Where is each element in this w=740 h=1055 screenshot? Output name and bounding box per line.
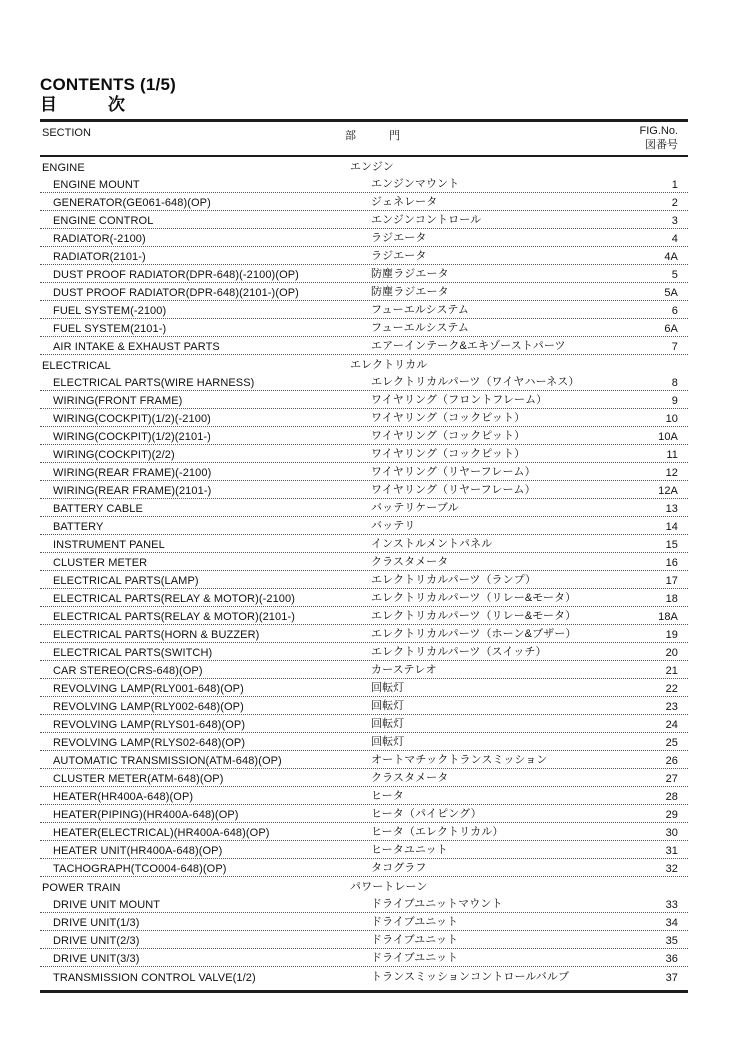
row-fig-number: 33: [665, 899, 678, 912]
row-section-title-en: WIRING(COCKPIT)(2/2): [53, 449, 175, 462]
toc-row: [40, 679, 688, 697]
row-fig-number: 10: [665, 413, 678, 426]
row-section-title-ja: エンジンコントロール: [371, 214, 482, 227]
row-fig-number: 34: [665, 917, 678, 930]
toc-row: [40, 373, 688, 391]
row-section-title-en: REVOLVING LAMP(RLYS02-648)(OP): [53, 737, 246, 750]
row-section-title-en: WIRING(COCKPIT)(1/2)(-2100): [53, 413, 211, 426]
row-fig-number: 6: [671, 305, 678, 318]
row-section-title-ja: 回転灯: [371, 718, 405, 731]
row-section-title-en: WIRING(REAR FRAME)(2101-): [53, 485, 212, 498]
row-section-title-en: DRIVE UNIT(3/3): [53, 953, 140, 966]
row-section-title-en: FUEL SYSTEM(-2100): [53, 305, 167, 318]
toc-row: [40, 211, 688, 229]
row-section-title-ja: エレクトリカルパーツ（リレー&モータ）: [371, 610, 577, 623]
row-fig-number: 31: [665, 845, 678, 858]
row-fig-number: 10A: [658, 431, 678, 444]
toc-row: [40, 877, 688, 895]
row-section-title-en: ELECTRICAL PARTS(HORN & BUZZER): [53, 629, 260, 642]
row-section-title-ja: ジェネレータ: [371, 196, 438, 209]
row-section-title-ja: ワイヤリング（コックピット）: [371, 448, 526, 461]
row-section-title-ja: クラスタメータ: [371, 772, 449, 785]
row-section-title-en: BATTERY: [53, 521, 104, 534]
row-section-title-ja: ラジエータ: [371, 232, 427, 245]
toc-row: [40, 157, 688, 175]
row-fig-number: 11: [666, 449, 678, 462]
row-fig-number: [632, 174, 688, 175]
row-fig-number: 14: [665, 521, 678, 534]
row-fig-number: 21: [665, 665, 678, 678]
row-section-title-en: HEATER(ELECTRICAL)(HR400A-648)(OP): [53, 827, 270, 840]
row-fig-number: 32: [665, 863, 678, 876]
row-fig-number: 19: [665, 629, 678, 642]
toc-row: [40, 697, 688, 715]
row-fig-number: 35: [665, 935, 678, 948]
row-section-title-ja: バッテリ: [371, 520, 416, 533]
toc-row: [40, 625, 688, 643]
toc-row: [40, 481, 688, 499]
row-fig-number: 3: [671, 215, 678, 228]
row-section-title-en: HEATER(HR400A-648)(OP): [53, 791, 194, 804]
toc-row: [40, 265, 688, 283]
row-section-title-en: ELECTRICAL PARTS(WIRE HARNESS): [53, 377, 255, 390]
row-section-title-ja: エレクトリカルパーツ（リレー&モータ）: [371, 592, 577, 605]
row-section-title-ja: 防塵ラジエータ: [371, 268, 449, 281]
row-section-title-ja: ドライブユニット: [371, 952, 459, 965]
toc-row: [40, 967, 688, 985]
row-fig-number: 18: [665, 593, 678, 606]
row-section-title-ja: エアーインテーク&エキゾーストパーツ: [371, 340, 566, 353]
row-section-title-en: WIRING(COCKPIT)(1/2)(2101-): [53, 431, 211, 444]
row-section-title-en: HEATER(PIPING)(HR400A-648)(OP): [53, 809, 239, 822]
toc-row-list: [40, 157, 688, 985]
row-fig-number: 26: [665, 755, 678, 768]
row-section-title-en: FUEL SYSTEM(2101-): [53, 323, 167, 336]
row-section-title-ja: インストルメントパネル: [371, 538, 493, 551]
row-section-title-ja: エンジンマウント: [371, 178, 460, 191]
bottom-rule: [40, 990, 688, 993]
row-section-title-ja: エンジン: [350, 161, 394, 174]
toc-row: [40, 553, 688, 571]
row-section-title-ja: ドライブユニット: [371, 934, 459, 947]
page-content: [40, 76, 688, 993]
toc-row: [40, 283, 688, 301]
toc-row: [40, 571, 688, 589]
toc-row: [40, 535, 688, 553]
row-section-title-en: ELECTRICAL PARTS(RELAY & MOTOR)(-2100): [53, 593, 295, 606]
row-section-title-en: REVOLVING LAMP(RLY002-648)(OP): [53, 701, 244, 714]
toc-row: [40, 391, 688, 409]
toc-row: [40, 607, 688, 625]
row-fig-number: 36: [665, 953, 678, 966]
row-section-title-en: ELECTRICAL: [42, 360, 111, 373]
row-fig-number: 25: [665, 737, 678, 750]
row-section-title-en: DRIVE UNIT(2/3): [53, 935, 140, 948]
row-fig-number: 28: [665, 791, 678, 804]
toc-row: [40, 229, 688, 247]
row-section-title-en: RADIATOR(-2100): [53, 233, 146, 246]
row-fig-number: 22: [665, 683, 678, 696]
row-section-title-ja: ヒータ（エレクトリカル）: [371, 826, 504, 839]
toc-row: [40, 913, 688, 931]
row-section-title-en: POWER TRAIN: [42, 882, 121, 895]
row-fig-number: 23: [665, 701, 678, 714]
row-section-title-ja: カーステレオ: [371, 664, 437, 677]
row-fig-number: 8: [671, 377, 678, 390]
row-section-title-en: DUST PROOF RADIATOR(DPR-648)(-2100)(OP): [53, 269, 299, 282]
row-section-title-en: INSTRUMENT PANEL: [53, 539, 165, 552]
toc-row: [40, 301, 688, 319]
row-section-title-en: ENGINE MOUNT: [53, 179, 140, 192]
row-section-title-ja: クラスタメータ: [371, 556, 449, 569]
column-header-bumon: 部 門: [345, 130, 400, 143]
toc-row: [40, 337, 688, 355]
row-section-title-en: AIR INTAKE & EXHAUST PARTS: [53, 341, 220, 354]
row-section-title-en: CAR STEREO(CRS-648)(OP): [53, 665, 203, 678]
row-section-title-ja: フューエルシステム: [371, 322, 469, 335]
row-section-title-ja: ヒータユニット: [371, 844, 448, 857]
row-fig-number: 24: [665, 719, 678, 732]
row-section-title-en: ELECTRICAL PARTS(RELAY & MOTOR)(2101-): [53, 611, 295, 624]
row-fig-number: 5A: [664, 287, 678, 300]
toc-row: [40, 499, 688, 517]
row-fig-number: 2: [671, 197, 678, 210]
row-section-title-ja: エレクトリカルパーツ（スイッチ）: [371, 646, 547, 659]
page-title-japanese: 目 次: [40, 94, 125, 114]
column-header-fig-no-ja: 図番号: [645, 138, 678, 151]
toc-row: [40, 247, 688, 265]
row-section-title-ja: ワイヤリング（コックピット）: [371, 412, 526, 425]
row-section-title-ja: エレクトリカル: [350, 359, 428, 372]
row-fig-number: 9: [671, 395, 678, 408]
row-section-title-ja: 回転灯: [371, 736, 405, 749]
row-section-title-ja: ワイヤリング（フロントフレーム）: [371, 394, 548, 407]
row-fig-number: 18A: [658, 611, 678, 624]
row-section-title-en: ENGINE: [42, 162, 85, 175]
toc-row: [40, 193, 688, 211]
row-fig-number: 12: [665, 467, 678, 480]
row-fig-number: 4A: [664, 251, 678, 264]
row-section-title-en: DRIVE UNIT MOUNT: [53, 899, 161, 912]
row-fig-number: 29: [665, 809, 678, 822]
row-section-title-ja: ラジエータ: [371, 250, 427, 263]
row-section-title-ja: ヒータ: [371, 790, 404, 803]
row-fig-number: 4: [671, 233, 678, 246]
row-section-title-ja: 回転灯: [371, 682, 405, 695]
row-section-title-ja: 防塵ラジエータ: [371, 286, 449, 299]
row-section-title-en: RADIATOR(2101-): [53, 251, 146, 264]
toc-row: [40, 463, 688, 481]
row-section-title-en: WIRING(REAR FRAME)(-2100): [53, 467, 212, 480]
toc-row: [40, 823, 688, 841]
toc-row: [40, 175, 688, 193]
toc-row: [40, 733, 688, 751]
toc-row: [40, 931, 688, 949]
row-fig-number: 17: [665, 575, 678, 588]
row-fig-number: 5: [671, 269, 678, 282]
column-header-fig-no-en: FIG.No.: [639, 125, 678, 138]
toc-row: [40, 661, 688, 679]
row-fig-number: [632, 894, 688, 895]
row-section-title-ja: エレクトリカルパーツ（ランプ）: [371, 574, 537, 587]
toc-row: [40, 643, 688, 661]
row-fig-number: [632, 372, 688, 373]
toc-row: [40, 787, 688, 805]
row-section-title-en: GENERATOR(GE061-648)(OP): [53, 197, 211, 210]
toc-row: [40, 841, 688, 859]
row-section-title-en: BATTERY CABLE: [53, 503, 143, 516]
row-section-title-ja: バッテリケーブル: [371, 502, 459, 515]
toc-row: [40, 355, 688, 373]
row-fig-number: 37: [665, 972, 678, 985]
row-fig-number: 6A: [664, 323, 678, 336]
row-section-title-ja: ドライブユニットマウント: [371, 898, 503, 911]
row-section-title-en: TACHOGRAPH(TCO004-648)(OP): [53, 863, 227, 876]
row-section-title-en: HEATER UNIT(HR400A-648)(OP): [53, 845, 223, 858]
column-header-fig-no: [639, 125, 678, 153]
toc-row: [40, 517, 688, 535]
toc-row: [40, 319, 688, 337]
row-section-title-ja: エレクトリカルパーツ（ワイヤハーネス）: [371, 376, 580, 389]
page-title: CONTENTS (1/5): [40, 75, 176, 94]
row-section-title-ja: ワイヤリング（リヤーフレーム）: [371, 466, 536, 479]
toc-row: [40, 409, 688, 427]
row-section-title-en: ELECTRICAL PARTS(SWITCH): [53, 647, 213, 660]
table-header-row: [40, 122, 688, 155]
toc-row: [40, 445, 688, 463]
row-section-title-en: TRANSMISSION CONTROL VALVE(1/2): [53, 972, 256, 985]
row-fig-number: 16: [665, 557, 678, 570]
row-fig-number: 15: [665, 539, 678, 552]
toc-row: [40, 949, 688, 967]
row-section-title-ja: ヒータ（パイピング）: [371, 808, 482, 821]
row-section-title-ja: ワイヤリング（リヤーフレーム）: [371, 484, 536, 497]
row-fig-number: 13: [665, 503, 678, 516]
toc-row: [40, 805, 688, 823]
row-section-title-ja: エレクトリカルパーツ（ホーン&ブザー）: [371, 628, 577, 641]
toc-row: [40, 895, 688, 913]
row-section-title-en: CLUSTER METER: [53, 557, 148, 570]
column-header-section: SECTION: [42, 127, 91, 140]
row-section-title-ja: オートマチックトランスミッション: [371, 754, 548, 767]
row-section-title-ja: ワイヤリング（コックピット）: [371, 430, 526, 443]
row-fig-number: 12A: [658, 485, 678, 498]
row-section-title-ja: フューエルシステム: [371, 304, 469, 317]
row-fig-number: 30: [665, 827, 678, 840]
row-section-title-ja: パワートレーン: [350, 881, 428, 894]
row-fig-number: 20: [665, 647, 678, 660]
row-section-title-ja: 回転灯: [371, 700, 405, 713]
row-section-title-en: REVOLVING LAMP(RLY001-648)(OP): [53, 683, 244, 696]
row-fig-number: 7: [671, 341, 678, 354]
toc-row: [40, 589, 688, 607]
toc-row: [40, 715, 688, 733]
row-section-title-en: WIRING(FRONT FRAME): [53, 395, 183, 408]
toc-row: [40, 769, 688, 787]
row-section-title-en: ENGINE CONTROL: [53, 215, 154, 228]
toc-row: [40, 427, 688, 445]
row-section-title-ja: ドライブユニット: [371, 916, 459, 929]
toc-row: [40, 859, 688, 877]
row-section-title-en: ELECTRICAL PARTS(LAMP): [53, 575, 199, 588]
row-section-title-en: CLUSTER METER(ATM-648)(OP): [53, 773, 224, 786]
row-section-title-ja: トランスミッションコントロールバルブ: [371, 971, 570, 984]
row-section-title-en: DUST PROOF RADIATOR(DPR-648)(2101-)(OP): [53, 287, 299, 300]
row-fig-number: 1: [671, 179, 678, 192]
row-section-title-en: AUTOMATIC TRANSMISSION(ATM-648)(OP): [53, 755, 282, 768]
row-section-title-ja: タコグラフ: [371, 862, 427, 875]
row-section-title-en: REVOLVING LAMP(RLYS01-648)(OP): [53, 719, 246, 732]
row-section-title-en: DRIVE UNIT(1/3): [53, 917, 140, 930]
row-fig-number: 27: [665, 773, 678, 786]
toc-row: [40, 751, 688, 769]
